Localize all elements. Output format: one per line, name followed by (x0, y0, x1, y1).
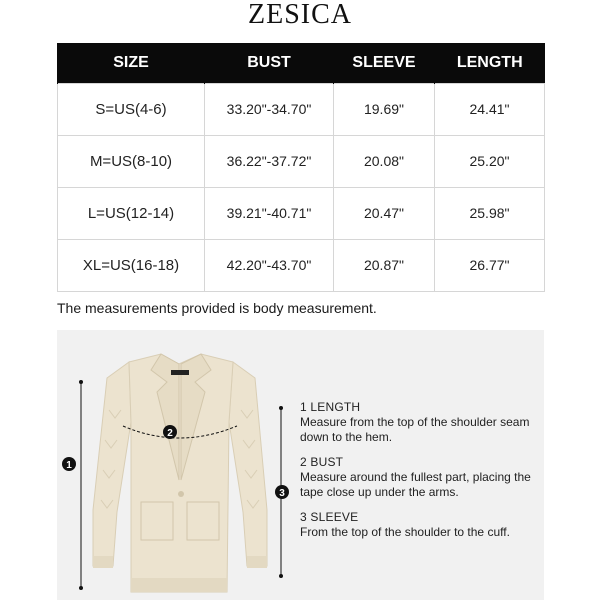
length-cell: 26.77" (435, 239, 545, 291)
left-cuff (93, 556, 113, 568)
instruction-length (300, 400, 540, 445)
header-length: LENGTH (435, 43, 545, 83)
instruction-heading: 1 LENGTH (300, 400, 361, 414)
right-cuff (247, 556, 267, 568)
neck-label (171, 370, 189, 375)
sleeve-cell: 20.08" (334, 135, 435, 187)
marker-3 (275, 485, 289, 499)
size-chart-table (57, 43, 545, 292)
instruction-body: Measure around the fullest part, placing the tape close up under the arms. (300, 470, 531, 499)
table-row (58, 83, 545, 135)
header-bust: BUST (205, 43, 334, 83)
size-cell: L=US(12-14) (58, 187, 205, 239)
svg-text:3: 3 (279, 488, 285, 499)
instruction-heading: 3 SLEEVE (300, 510, 359, 524)
table-row (58, 187, 545, 239)
measurement-guide-panel (57, 330, 544, 600)
cardigan-button (178, 491, 184, 497)
table-header-row (58, 43, 545, 83)
sleeve-cell: 20.47" (334, 187, 435, 239)
header-sleeve: SLEEVE (334, 43, 435, 83)
header-size: SIZE (58, 43, 205, 83)
right-sleeve (229, 362, 267, 566)
sleeve-cell: 20.87" (334, 239, 435, 291)
measurement-note: The measurements provided is body measurement. (57, 300, 377, 316)
cardigan-diagram (57, 330, 297, 600)
instruction-heading: 2 BUST (300, 455, 344, 469)
marker-1 (62, 457, 76, 471)
instruction-sleeve (300, 510, 540, 540)
bust-cell: 33.20"-34.70" (205, 83, 334, 135)
bust-cell: 36.22"-37.72" (205, 135, 334, 187)
left-sleeve (93, 362, 131, 566)
bust-cell: 39.21"-40.71" (205, 187, 334, 239)
hem-band (131, 578, 227, 592)
size-cell: M=US(8-10) (58, 135, 205, 187)
table-row (58, 239, 545, 291)
instruction-body: Measure from the top of the shoulder seam down to the hem. (300, 415, 530, 444)
size-cell: S=US(4-6) (58, 83, 205, 135)
svg-text:2: 2 (167, 428, 173, 439)
instruction-body: From the top of the shoulder to the cuff. (300, 525, 510, 539)
length-cell: 25.98" (435, 187, 545, 239)
length-cell: 25.20" (435, 135, 545, 187)
sleeve-cell: 19.69" (334, 83, 435, 135)
bust-cell: 42.20"-43.70" (205, 239, 334, 291)
length-cell: 24.41" (435, 83, 545, 135)
size-cell: XL=US(16-18) (58, 239, 205, 291)
svg-text:1: 1 (66, 460, 72, 471)
table-row (58, 135, 545, 187)
instruction-bust (300, 455, 540, 500)
measurement-instructions (300, 400, 540, 550)
marker-2 (163, 425, 177, 439)
brand-logo: ZESICA (248, 0, 352, 30)
